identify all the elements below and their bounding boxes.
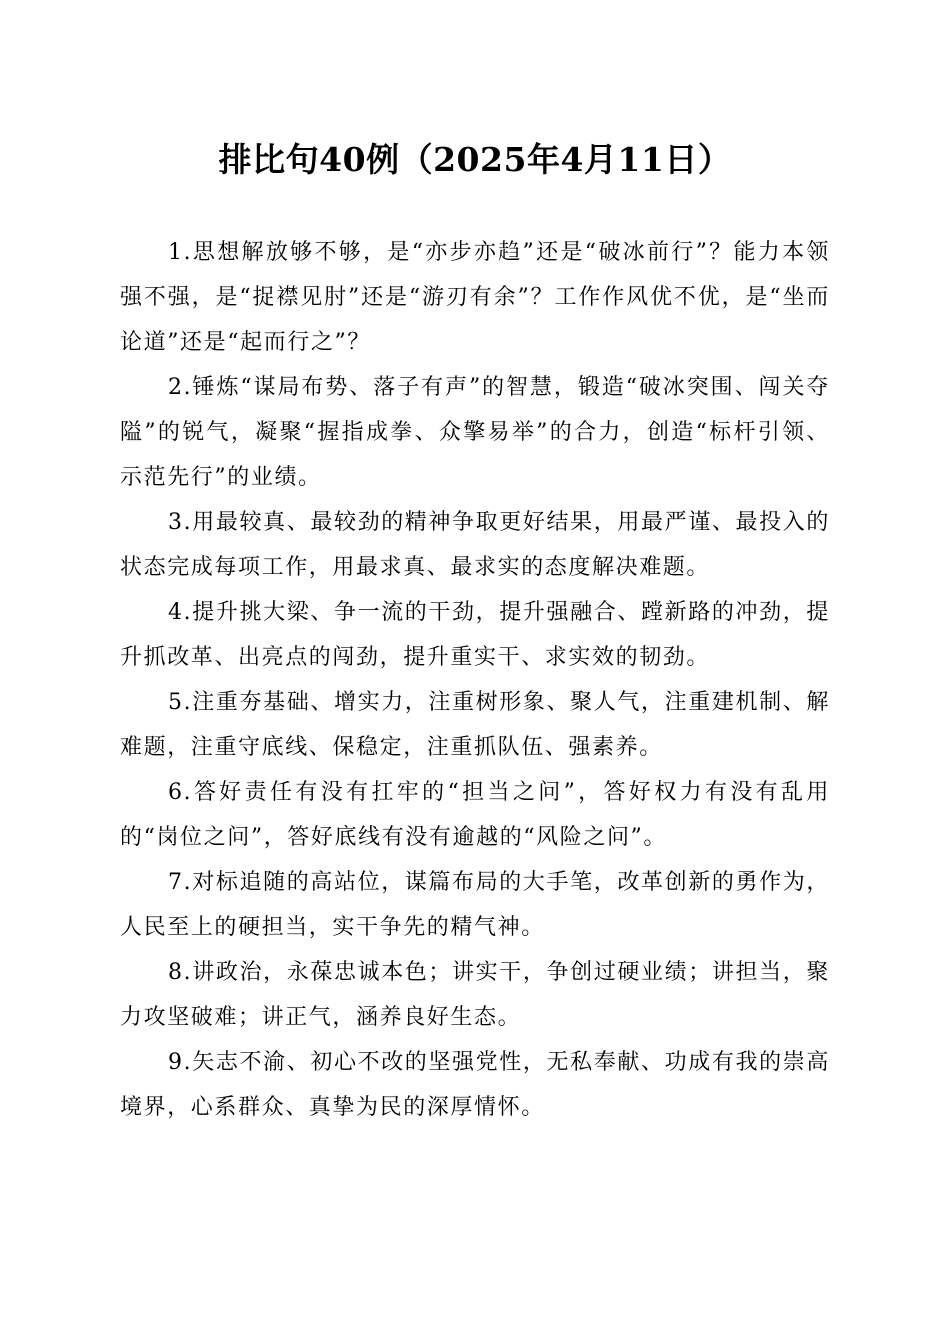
paragraph-4: 4.提升挑大梁、争一流的干劲，提升强融合、蹚新路的冲劲，提升抓改革、出亮点的闯劲，提升重实干、求实效的韧劲。 [120,600,830,670]
paragraph-5: 5.注重夯基础、增实力，注重树形象、聚人气，注重建机制、解难题，注重守底线、保稳定，注重抓队伍、强素养。 [120,690,830,760]
document-title: 排比句40例（2025年4月11日） [218,140,732,179]
paragraph-6: 6.答好责任有没有扛牢的“担当之问”，答好权力有没有乱用的“岗位之问”，答好底线有没有逾越的“风险之问”。 [120,780,830,850]
paragraph-2: 2.锤炼“谋局布势、落子有声”的智慧，锻造“破冰突围、闯关夺隘”的锐气，凝聚“握指成拳、众擎易举”的合力，创造“标杆引领、示范先行”的业绩。 [120,375,830,490]
paragraph-7: 7.对标追随的高站位，谋篇布局的大手笔，改革创新的勇作为，人民至上的硬担当，实干争先的精气神。 [120,870,830,940]
paragraph-8: 8.讲政治，永葆忠诚本色；讲实干，争创过硬业绩；讲担当，聚力攻坚破难；讲正气，涵养良好生态。 [120,960,830,1030]
paragraph-1: 1.思想解放够不够，是“亦步亦趋”还是“破冰前行”？能力本领强不强，是“捉襟见肘”还是“游刃有余”？工作作风优不优，是“坐而论道”还是“起而行之”？ [120,240,830,355]
paragraph-9: 9.矢志不渝、初心不改的坚强党性，无私奉献、功成有我的崇高境界，心系群众、真挚为民的深厚情怀。 [120,1050,830,1120]
document-body [120,230,830,1130]
paragraph-3: 3.用最较真、最较劲的精神争取更好结果，用最严谨、最投入的状态完成每项工作，用最求真、最求实的态度解决难题。 [120,510,830,580]
